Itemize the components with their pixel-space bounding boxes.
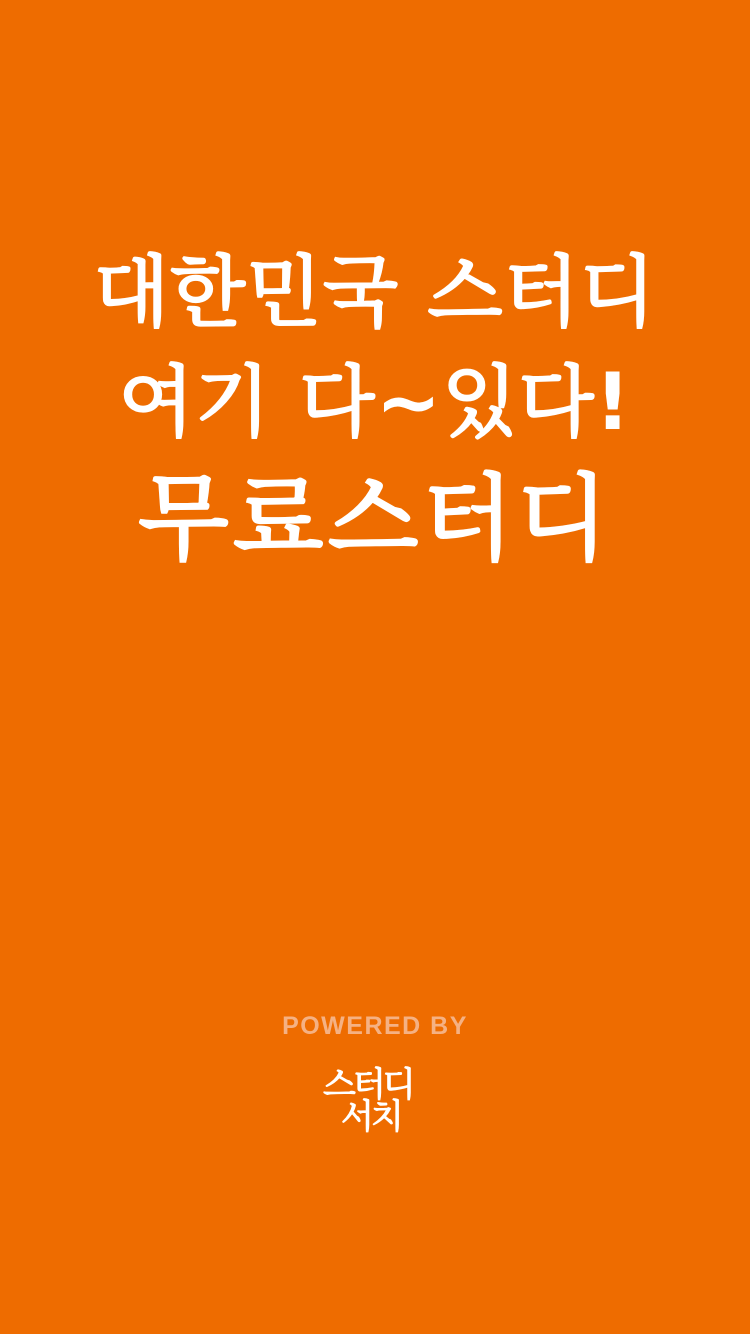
headline-line-2: 여기 다~있다! xyxy=(118,358,632,448)
logo-text-bottom: 서치 xyxy=(341,1097,401,1137)
powered-by-label: POWERED BY xyxy=(282,1012,468,1040)
headline-title: 무료스터디 xyxy=(137,465,613,574)
studysearch-logo xyxy=(323,1066,429,1146)
logo-text-top: 스터디 xyxy=(323,1065,413,1105)
headline-line-1: 대한민국 스터디 xyxy=(93,248,657,338)
